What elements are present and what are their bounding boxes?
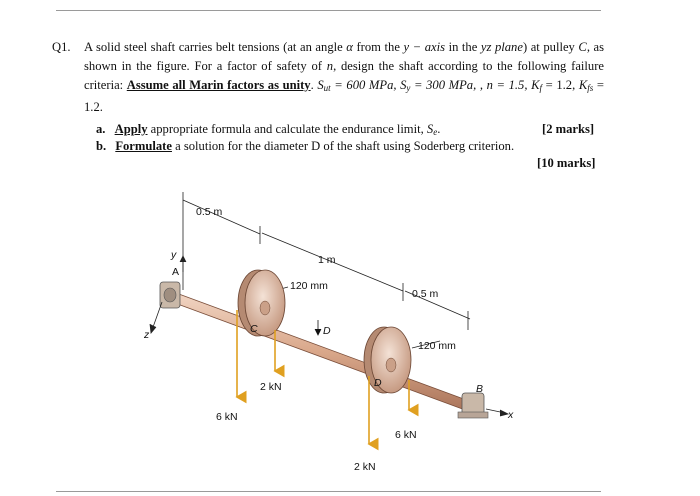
label-a: A [172, 266, 180, 278]
sut-subscript: ut [323, 83, 331, 93]
kfs-value: = 1.2. [84, 78, 604, 114]
sy-value: = 300 MPa, , n = 1.5, [410, 78, 532, 92]
se-symbol: S [426, 122, 434, 136]
kf-subscript: f [539, 83, 543, 93]
bearing-b [458, 393, 488, 418]
alpha-symbol: α [346, 40, 353, 54]
n-symbol: n [326, 59, 334, 73]
part-b-label: b. [96, 139, 107, 153]
q-text-3: in the [445, 40, 481, 54]
part-b-verb: Formulate [115, 139, 172, 153]
sy-symbol: S [400, 78, 407, 92]
force-2kn-d: 2 kN [354, 461, 376, 473]
part-b-text: a solution for the diameter D of the shaft using Soderberg criterion. [171, 139, 515, 153]
q-text-4: ) at pulley [522, 40, 579, 54]
figure-labels [143, 206, 514, 473]
force-2kn-c: 2 kN [260, 381, 282, 393]
label-x: x [508, 409, 514, 421]
dim-1m: 1 m [318, 254, 336, 266]
part-a-verb: Apply [114, 122, 148, 136]
part-a-marks: [2 marks] [542, 122, 595, 136]
label-d: D [374, 377, 382, 389]
kfs-symbol: K [578, 78, 588, 92]
dim-120mm-d: 120 mm [418, 340, 456, 352]
label-d-top: D [323, 325, 331, 337]
q-text-6: , design the shaft according to the following failure criteria: [84, 59, 604, 92]
part-b-marks: [10 marks] [537, 156, 596, 170]
dim-0-5m-left: 0.5 m [196, 206, 223, 218]
pulley-d [364, 327, 411, 393]
marin-assumption: Assume all Marin factors as unity [126, 78, 311, 92]
q-text-2: from the [352, 40, 404, 54]
sut-value: = 600 MPa, [330, 78, 401, 92]
part-a-end: . [437, 122, 441, 136]
force-6kn-left: 6 kN [216, 411, 238, 423]
bottom-divider [56, 491, 601, 492]
kf-symbol: K [531, 78, 540, 92]
se-subscript: e [433, 127, 438, 137]
dim-120mm-c: 120 mm [290, 280, 328, 292]
bearing-a [160, 282, 180, 308]
part-a-label: a. [96, 122, 106, 136]
question-number: Q1. [52, 40, 71, 54]
part-a-text: appropriate formula and calculate the endurance limit, [147, 122, 427, 136]
q-text-7: . [310, 78, 318, 92]
kfs-subscript: fs [587, 83, 594, 93]
shaft [164, 290, 480, 414]
label-z: z [144, 329, 150, 341]
q-text-5: , as shown in the figure. For a factor of safety of [84, 40, 605, 73]
label-c: C [250, 323, 258, 335]
q-text-1: A solid steel shaft carries belt tensions (at an angle [84, 40, 347, 54]
pulley-c [238, 270, 285, 336]
force-6kn-d: 6 kN [395, 429, 417, 441]
kf-value: = 1.2, [542, 78, 579, 92]
sut-symbol: S [317, 78, 324, 92]
sy-subscript: y [406, 83, 411, 93]
yz-plane-term: yz plane [480, 40, 523, 54]
y-axis-term: y − axis [403, 40, 445, 54]
label-y: y [171, 249, 177, 261]
pulley-c-term: C [578, 40, 587, 54]
dim-0-5m-right: 0.5 m [412, 288, 439, 300]
label-b: B [476, 383, 484, 395]
